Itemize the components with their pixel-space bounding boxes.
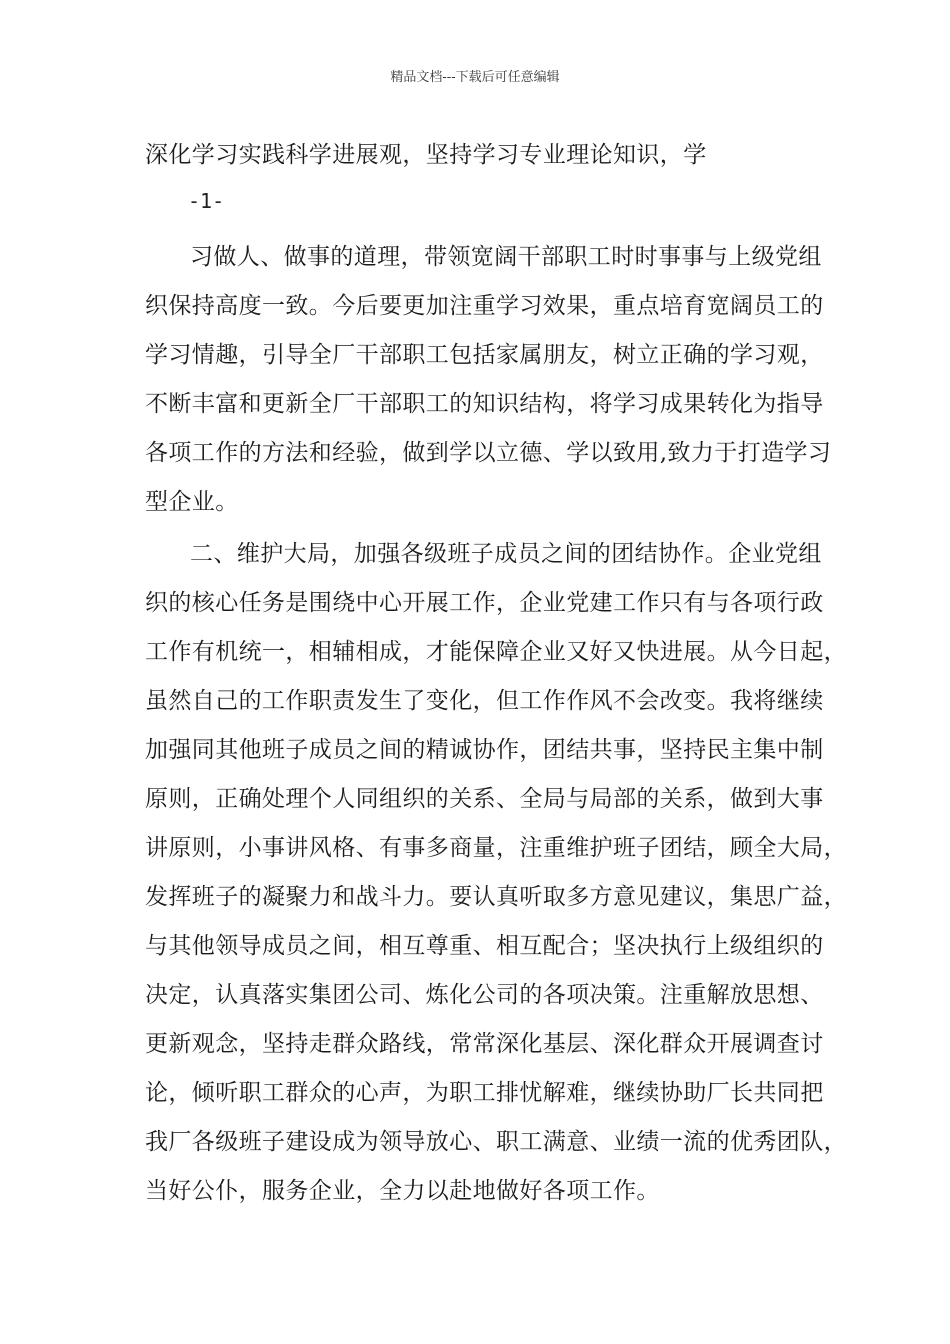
text-line: 织的核心任务是围绕中心开展工作，企业党建工作只有与各项行政 (145, 590, 824, 616)
text-line: 论，倾听职工群众的心声，为职工排忧解难，继续协助厂长共同把 (145, 1080, 824, 1106)
page-number: -1- (188, 189, 225, 213)
text-line: 更新观念，坚持走群众路线，常常深化基层、深化群众开展调查讨 (145, 1031, 824, 1057)
text-line: 我厂各级班子建设成为领导放心、职工满意、业绩一流的优秀团队， (145, 1129, 847, 1155)
text-line: 型企业。 (145, 489, 239, 515)
text-line: 不断丰富和更新全厂干部职工的知识结构，将学习成果转化为指导 (145, 391, 824, 417)
page-header: 精品文档---下载后可任意编辑 (390, 70, 560, 85)
text-line: 学习情趣，引导全厂干部职工包括家属朋友，树立正确的学习观， (145, 342, 824, 368)
text-line: 虽然自己的工作职责发生了变化，但工作作风不会改变。我将继续 (145, 688, 824, 714)
text-line: 各项工作的方法和经验，做到学以立德、学以致用,致力于打造学习 (145, 440, 832, 466)
text-line: 当好公仆，服务企业，全力以赴地做好各项工作。 (145, 1178, 660, 1204)
text-line: 深化学习实践科学进展观，坚持学习专业理论知识，学 (145, 142, 707, 168)
text-line: 与其他领导成员之间，相互尊重、相互配合；坚决执行上级组织的 (145, 933, 824, 959)
text-line: 加强同其他班子成员之间的精诚协作，团结共事，坚持民主集中制 (145, 737, 824, 763)
text-line: 讲原则，小事讲风格、有事多商量，注重维护班子团结，顾全大局， (145, 835, 847, 861)
text-line: 习做人、做事的道理，带领宽阔干部职工时时事事与上级党组 (190, 244, 822, 270)
text-line: 二、维护大局，加强各级班子成员之间的团结协作。企业党组 (190, 541, 822, 567)
text-line: 织保持高度一致。今后要更加注重学习效果，重点培育宽阔员工的 (145, 293, 824, 319)
text-line: 工作有机统一，相辅相成，才能保障企业又好又快进展。从今日起， (145, 639, 847, 665)
text-line: 决定，认真落实集团公司、炼化公司的各项决策。注重解放思想、 (145, 982, 824, 1008)
text-line: 发挥班子的凝聚力和战斗力。要认真听取多方意见建议，集思广益， (145, 884, 847, 910)
text-line: 原则，正确处理个人同组织的关系、全局与局部的关系，做到大事 (145, 786, 824, 812)
